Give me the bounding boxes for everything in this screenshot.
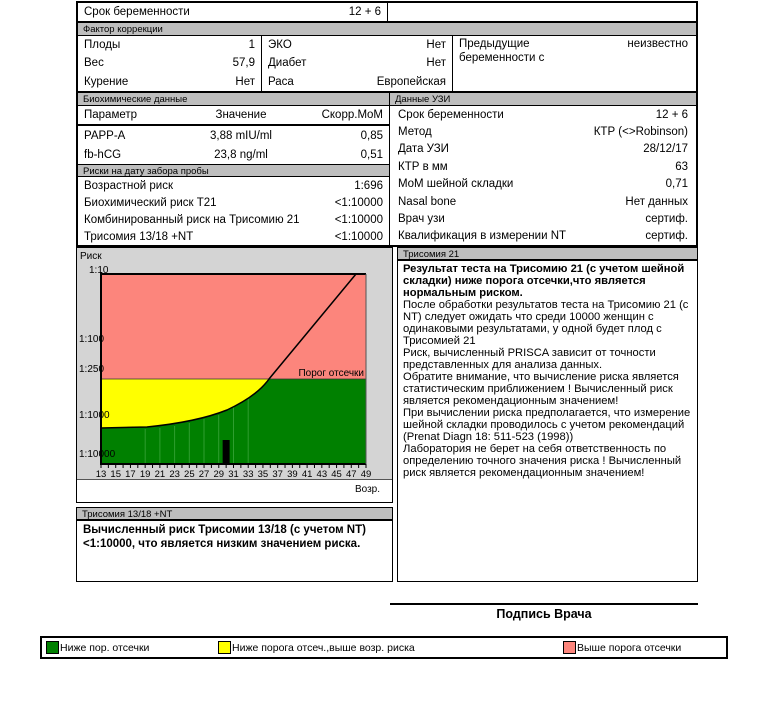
- table-row: [78, 126, 389, 145]
- trisomy21-paragraph: Лаборатория не берет на себя ответственность по определению точного значения риска ! Вычисленный риск является рекомендационным значением!: [403, 443, 682, 479]
- table-row: [78, 145, 389, 164]
- trisomy1318-header: [76, 507, 393, 520]
- table-row: [78, 54, 261, 72]
- x-axis-title: Возр.: [354, 484, 380, 495]
- green-swatch-icon: [46, 641, 59, 654]
- uzi-label: Дата УЗИ: [398, 143, 449, 156]
- col-header-mom: Скорр.MoM: [321, 109, 383, 121]
- uzi-value: 63: [675, 160, 688, 173]
- svg-text:17: 17: [125, 469, 136, 479]
- uzi-label: Квалификация в измерении NT: [398, 230, 567, 243]
- risk-value: <1:10000: [334, 230, 383, 243]
- row-label: Плоды: [84, 39, 121, 52]
- svg-text:41: 41: [301, 469, 313, 479]
- table-row: [78, 194, 389, 211]
- uzi-value: 12 + 6: [655, 108, 688, 121]
- gestation-row-spacer: [388, 3, 696, 21]
- patient-marker: [223, 440, 230, 464]
- table-row: [78, 228, 389, 245]
- signature-label: Подпись Врача: [496, 607, 592, 621]
- correction-col-1: [78, 36, 262, 91]
- uzi-value: 28/12/17: [643, 143, 688, 156]
- col-header-value: Значение: [215, 109, 267, 121]
- svg-text:31: 31: [228, 469, 239, 479]
- row-value: 1: [248, 39, 255, 52]
- svg-text:19: 19: [139, 469, 151, 479]
- svg-text:25: 25: [184, 469, 195, 479]
- signature-block: [390, 603, 698, 621]
- table-row: [390, 158, 696, 175]
- table-row: [390, 106, 696, 123]
- svg-text:29: 29: [213, 469, 225, 479]
- risk-value: 1:696: [354, 179, 383, 192]
- legend-label: Ниже пор. отсечки: [60, 641, 150, 654]
- table-row: [390, 141, 696, 158]
- table-row: [78, 211, 389, 228]
- risk-label: Биохимический риск T21: [84, 196, 217, 209]
- svg-text:39: 39: [287, 469, 298, 479]
- row-value: Нет: [426, 39, 446, 52]
- ultrasound-section-header: Данные УЗИ: [390, 93, 696, 105]
- risk-label: Возрастной риск: [84, 179, 173, 192]
- patient-data-block: [76, 1, 698, 247]
- risk-legend: [40, 636, 728, 659]
- uzi-label: Метод: [398, 126, 432, 139]
- uzi-value: Нет данных: [625, 195, 688, 208]
- gestation-row: [78, 3, 696, 23]
- yellow-swatch-icon: [218, 641, 231, 654]
- trisomy21-paragraph: После обработки результатов теста на Трисомию 21 (с NT) следует ожидать что среди 10000 женщин с одинаковыми результатами, у одной будет плод с Трисомией 21: [403, 299, 689, 347]
- row-label: ЭКО: [268, 39, 292, 52]
- table-row: [262, 73, 452, 91]
- gestation-label: Срок беременности: [84, 6, 190, 18]
- col-header-param: Параметр: [84, 109, 138, 121]
- row-label: Диабет: [268, 57, 307, 70]
- trisomy21-paragraph: Риск, вычисленный PRISCA зависит от точности представленных для анализа данных.: [403, 347, 656, 371]
- param-value: 3,88 mIU/ml: [210, 129, 272, 142]
- y-tick-label: 1:250: [79, 364, 105, 375]
- table-row: [390, 210, 696, 227]
- table-row: [78, 36, 261, 54]
- row-label: Раса: [268, 75, 294, 88]
- risk-chart-panel: [77, 248, 392, 480]
- table-row: [262, 54, 452, 72]
- section-title: Трисомия 13/18 +NT: [76, 507, 393, 520]
- svg-text:23: 23: [169, 469, 180, 479]
- risks-section-header: Риски на дату забора пробы: [78, 164, 389, 177]
- gestation-value: 12 + 6: [348, 6, 381, 18]
- correction-col-2: [262, 36, 453, 91]
- previous-pregnancies-cell: [453, 36, 696, 91]
- svg-text:49: 49: [360, 469, 372, 479]
- svg-text:35: 35: [257, 469, 269, 479]
- y-tick-label: 1:100: [79, 334, 105, 345]
- legend-item-yellow: [218, 641, 415, 654]
- y-tick-label: 1:10000: [79, 449, 116, 460]
- risk-chart-box: [76, 247, 393, 503]
- table-row: [390, 228, 696, 245]
- legend-item-green: [46, 641, 149, 654]
- trisomy21-text-box: [397, 260, 698, 582]
- table-row: [78, 73, 261, 91]
- uzi-label: Срок беременности: [398, 108, 504, 121]
- table-row: [390, 176, 696, 193]
- row-value: Нет: [235, 75, 255, 88]
- param-name: PAPP-A: [84, 129, 126, 142]
- row-label: Курение: [84, 75, 129, 88]
- uzi-value: КТР (<>Robinson): [593, 126, 688, 139]
- ultrasound-panel: [390, 106, 696, 245]
- section-headers-row: [78, 93, 696, 106]
- risk-label: Комбинированный риск на Трисомию 21: [84, 213, 300, 226]
- legend-item-red: [563, 641, 681, 654]
- risk-label: Трисомия 13/18 +NT: [84, 230, 194, 243]
- trisomy21-result-text: Результат теста на Трисомию 21 (с учетом шейной складки) ниже порога отсечки,что является нормальным риском.: [403, 263, 685, 299]
- correction-section-header: Фактор коррекции: [78, 23, 696, 36]
- y-tick-label: 1:10: [89, 265, 109, 276]
- row-value: неизвестно: [627, 38, 688, 50]
- chart-title: Риск: [80, 251, 102, 262]
- row-label: Предыдущие беременности с: [459, 38, 545, 64]
- legend-label: Ниже порога отсеч.,выше возр. риска: [232, 641, 415, 654]
- uzi-label: КТР в мм: [398, 160, 448, 173]
- table-row: [78, 177, 389, 194]
- legend-label: Выше порога отсечки: [577, 641, 682, 654]
- svg-text:13: 13: [95, 469, 107, 479]
- table-row: [390, 193, 696, 210]
- risk-value: <1:10000: [334, 196, 383, 209]
- row-label: Вес: [84, 57, 104, 70]
- svg-text:45: 45: [331, 469, 342, 479]
- param-mom: 0,85: [360, 129, 383, 142]
- svg-text:43: 43: [316, 469, 328, 479]
- row-value: 57,9: [232, 57, 255, 70]
- region-above-cutoff: [101, 274, 366, 379]
- trisomy21-header: [397, 247, 698, 260]
- param-value: 23,8 ng/ml: [214, 148, 268, 161]
- trisomy21-paragraph: При вычислении риска предполагается, что измерение шейной складки проводилось с учетом рекомендаций (Prenat Diagn 18: 511-523 (1998)): [403, 407, 691, 443]
- risk-chart-svg: [77, 248, 391, 479]
- biochem-table-header: [78, 106, 389, 126]
- correction-table: [78, 36, 696, 93]
- uzi-label: Nasal bone: [398, 195, 457, 208]
- biochem-section-header: Биохимические данные: [78, 93, 390, 105]
- row-value: Европейская: [376, 75, 446, 88]
- uzi-label: Врач узи: [398, 212, 445, 225]
- uzi-value: 0,71: [665, 178, 688, 191]
- svg-text:37: 37: [272, 469, 283, 479]
- svg-text:33: 33: [242, 469, 254, 479]
- trisomy1318-text-box: Вычисленный риск Трисомии 13/18 (с учетом NT) <1:10000, что является низким значением риска.: [76, 520, 393, 582]
- param-name: fb-hCG: [84, 148, 122, 161]
- param-mom: 0,51: [360, 148, 383, 161]
- uzi-value: сертиф.: [645, 212, 688, 225]
- svg-text:15: 15: [110, 469, 122, 479]
- svg-text:47: 47: [345, 469, 357, 479]
- svg-text:27: 27: [198, 469, 210, 479]
- section-title: Трисомия 21: [397, 247, 698, 260]
- uzi-label: MoM шейной складки: [398, 178, 514, 191]
- red-swatch-icon: [563, 641, 576, 654]
- biochem-panel: [78, 106, 390, 245]
- row-value: Нет: [426, 57, 446, 70]
- uzi-value: сертиф.: [645, 230, 688, 243]
- table-row: [390, 123, 696, 140]
- svg-text:21: 21: [154, 469, 166, 479]
- cutoff-label: Порог отсечки: [298, 368, 364, 379]
- table-row: [262, 36, 452, 54]
- trisomy21-paragraph: Обратите внимание, что вычисление риска является статистическим приближением ! Вычисленный риск является рекомендационным значением!: [403, 371, 679, 407]
- risk-value: <1:10000: [334, 213, 383, 226]
- y-tick-label: 1:1000: [79, 410, 110, 421]
